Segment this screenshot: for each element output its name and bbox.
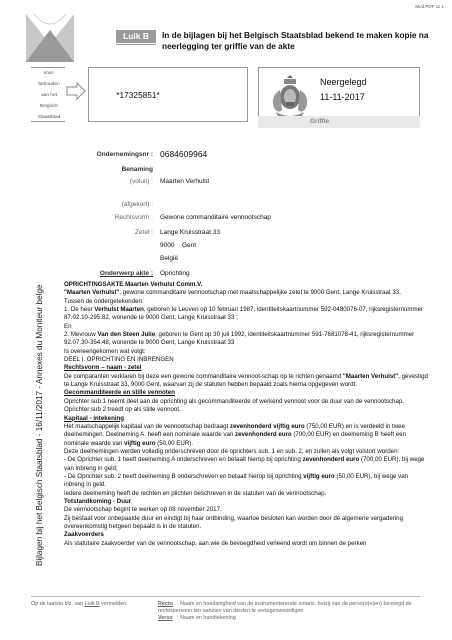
company-number-value: 0684609964 <box>160 149 208 159</box>
deed-paragraph: 1. De heer Verhulst Maarten, geboren te Leuven op 10 februari 1987, identiteitskaartnummer 592-0480076-07, rijksregisternummer 87.02.10-295.82, wonende te 9000 Gent, Lange Kruisstraat 33 ; <box>64 306 424 322</box>
reference-number: *17325851* <box>116 90 160 100</box>
reserved-line-5: Staatsblad <box>37 115 61 120</box>
full-name-value: Maarten Verhulst <box>160 178 210 185</box>
deed-paragraph: "Maarten Verhulst", gewone commanditaire vennootschap met maatschappelijke zetel te 9000 Gent, Lange Kruisstraat 33. <box>64 289 401 297</box>
stamp-status: Neergelegd <box>320 77 367 87</box>
seat-country: België <box>160 255 179 262</box>
deed-paragraph: Zij bestaat voor onbepaalde duur en eindigt bij haar ontbinding, waartoe besloten kan worden door de algemene vergadering overeenkomstig hetgeen bepaald is in de statuten. <box>64 514 403 530</box>
deed-paragraph: Het maatschappelijk kapitaal van de vennootschap bedraagt zevenhonderd vijftig euro (750,00 EUR) en is verdeeld in twee deelnemingen. Deelneming A. heeft een nominale waarde van zevenhonderd euro (700,00 EUR) en deelneming B heeft een nominale waarde van vijftig euro (50,00 EUR). <box>64 422 407 447</box>
deed-paragraph: Is overeengekomen wat volgt: <box>64 347 146 355</box>
deed-section-heading: Totstandkoming - Duur <box>64 497 132 505</box>
section-label-underline <box>116 44 156 45</box>
deed-paragraph: - De Oprichter sub. 2 heeft deelneming B onderschreven en betaalt hierop bij oprichting vijftig euro (50,00 EUR), bij wege van inbreng in geld. <box>64 472 409 489</box>
reserved-line-1: Voor- <box>43 71 55 76</box>
subject-label: Onderwerp akte : <box>99 270 153 277</box>
subject-value: Oprichting <box>160 270 190 277</box>
reserved-box-text <box>28 68 70 123</box>
name-label: Benaming <box>121 166 153 173</box>
deed-section-heading: Zaakvoerders <box>64 531 104 539</box>
deed-paragraph: 2. Mevrouw Van den Steen Julie, geboren te Gent op 30 juli 1992, identiteitskaartnummer 591-7681078-41, rijksregisternummer 92.07.30-354.48, wonende te 9000 Gent, Lange Kruisstraat 33 <box>64 331 415 347</box>
seat-postcode: 9000 <box>160 242 175 249</box>
legal-form-label: Rechtsvorm : <box>114 214 153 221</box>
deed-paragraph: De vennootschap begint te werken op 08 november 2017. <box>64 506 222 514</box>
footer-link[interactable]: Luik B <box>84 601 100 607</box>
deed-body <box>64 281 428 548</box>
belgian-state-logo-icon <box>26 14 74 62</box>
deed-paragraph: DEEL I. OPRICHTING EN INBRENGEN <box>64 356 174 364</box>
page-title: In de bijlagen bij het Belgisch Staatsblad bekend te maken kopie na neerlegging ter griffie van de akte <box>162 30 429 51</box>
side-banner: Bijlagen bij het Belgisch Staatsblad - 16/11/2017 - Annexes du Moniteur belge <box>35 284 44 566</box>
seat-street: Lange Kruisstraat 33 <box>160 229 220 236</box>
company-number-label: Ondernemingsnr : <box>96 151 153 158</box>
deed-paragraph: En <box>64 322 72 330</box>
deed-heading: OPRICHTINGSAKTE Maarten Verhulst Comm.V. <box>64 281 203 288</box>
deed-paragraph: Tussen de ondergetekenden: <box>64 297 144 305</box>
deed-paragraph: Oprichter sub 1 neemt deel aan de oprichting als gecommanditeerde of werkend vennoot voor de duur van de vennootschap. <box>64 397 404 405</box>
deed-paragraph: Iedere deelneming heeft de rechten en plichten beschreven in de statuten van de vennootschap. <box>64 489 327 497</box>
deed-section-heading: Rechtsvorm – naam - zetel <box>64 364 142 372</box>
coat-of-arms-icon <box>268 72 312 122</box>
short-name-label: (afgekort) : <box>121 201 153 208</box>
full-name-label: (voluit) : <box>129 178 153 185</box>
footer-verso: Verso : Naam en handtekening <box>158 615 236 622</box>
deed-paragraph: Oprichter sub 2 treedt op als stille vennoot. <box>64 406 181 414</box>
legal-form-value: Gewone commanditaire vennootschap <box>160 214 271 221</box>
arrow-right-icon <box>66 82 86 100</box>
footer-divider <box>31 596 420 597</box>
reserved-line-3: aan het <box>40 93 57 98</box>
footer-instructions <box>158 601 418 623</box>
stamp-office: Griffie <box>310 118 330 125</box>
form-code: Mod PDF 11.1 <box>415 4 444 9</box>
reserved-line-2: behouden <box>38 82 60 87</box>
reserved-line-4: Belgisch <box>39 104 59 109</box>
deed-paragraph: - De Oprichter sub. 1 heeft deelneming A onderschreven en betaalt hierop bij oprichting zevenhonderd euro (700,00 EUR), bij wege van inbreng in geld; <box>64 456 425 472</box>
seat-label: Zetel : <box>134 229 153 236</box>
seat-city: Gent <box>182 242 197 249</box>
section-label: Luik B <box>116 30 156 43</box>
deed-paragraph: Als statutaire zaakvoerder van de vennootschap, aan wie de bevoegdheid verleend wordt om binnen de perken <box>64 539 367 547</box>
deed-paragraph: De comparanten verklaren bij deze een gewone commanditaire vennoot-schap op te richten genaamd "Maarten Verhulst", gevestigd te Lange Kruisstraat 33, 9000 Gent, waarvan zij de statuten hebben bepaald zoals hierna opgegeven wordt. <box>64 372 428 389</box>
stamp-date: 11-11-2017 <box>320 92 365 102</box>
deed-paragraph: Deze deelnemingen werden volledig onderschreven door de oprichters sub. 1 en sub. 2, en zullen als volgt volstort worden: <box>64 447 400 455</box>
deed-section-heading: Gecommanditeerde en stille vennoten <box>64 389 175 397</box>
deed-section-heading: Kapitaal - intekening <box>64 414 125 422</box>
footer-note: Op de laatste blz. van Luik B vermelden: <box>31 601 128 607</box>
footer-recto: Recto : Naam en hoedanigheid van de instrumenterende notaris, hetzij van de perso(o)n(en) bevoegd de rechtspersoon ten aanzien van derden te vertegenwoordigen <box>158 601 412 615</box>
stamp-office-bar <box>258 116 420 128</box>
